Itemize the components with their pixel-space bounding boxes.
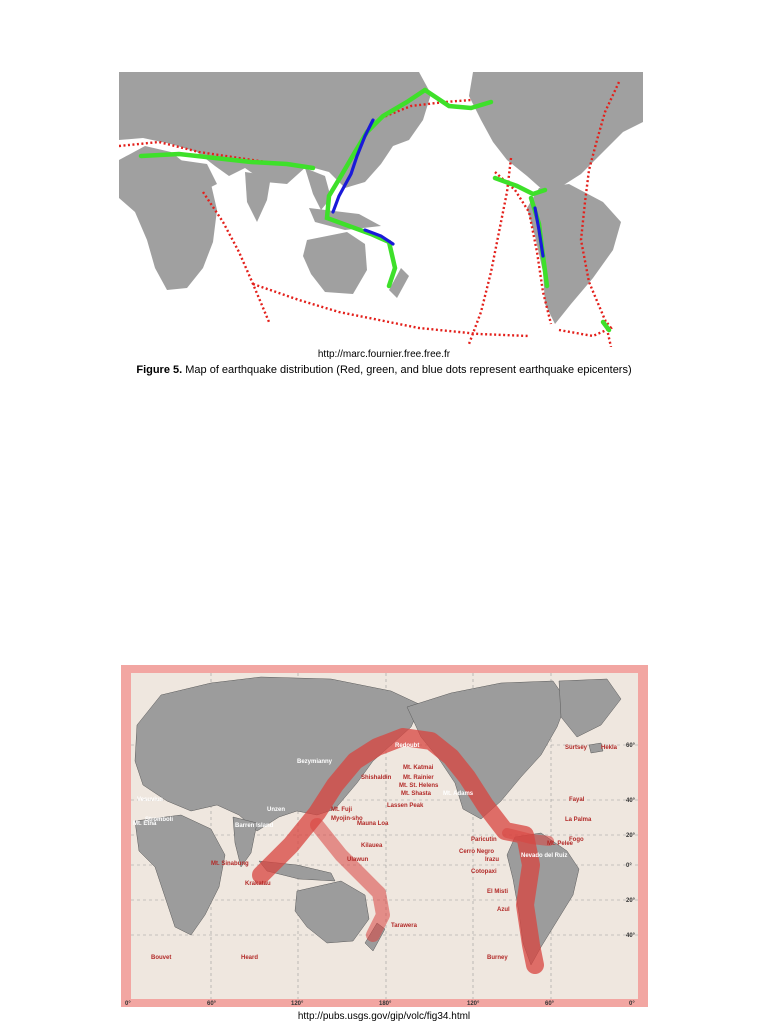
- volcano-label: Mt. Etna: [133, 821, 157, 827]
- lat-tick: 20°: [626, 833, 636, 839]
- lat-tick: 0°: [626, 863, 632, 869]
- figure5-source-url: http://marc.fournier.free.free.fr: [317, 349, 451, 360]
- volcano-label: Cotopaxi: [471, 869, 497, 875]
- volcano-label: Lassen Peak: [387, 803, 424, 809]
- lat-tick: 20°: [626, 898, 636, 904]
- figure5-caption-text: Map of earthquake distribution (Red, green, and blue dots represent earthquake epicenters): [185, 364, 632, 376]
- volcano-label: Unzen: [267, 807, 285, 813]
- volcano-label: Mt. Sinabung: [211, 861, 249, 867]
- volcano-label: Shishaldin: [361, 775, 392, 781]
- lon-tick: 180°: [379, 1001, 392, 1007]
- lon-tick: 120°: [467, 1001, 480, 1007]
- figure5-label: Figure 5.: [136, 364, 183, 376]
- volcano-label: Mt. Adams: [443, 791, 474, 797]
- lat-tick: 60°: [626, 743, 636, 749]
- lon-tick: 60°: [207, 1001, 217, 1007]
- volcano-label: Stromboli: [145, 817, 173, 823]
- volcano-label: Mt. Katmai: [403, 765, 434, 771]
- lon-tick: 120°: [291, 1001, 304, 1007]
- lat-tick: 40°: [626, 798, 636, 804]
- volcano-label: La Palma: [565, 817, 592, 823]
- volcano-label: Mt. St. Helens: [399, 783, 439, 789]
- volcano-label: Hekla: [601, 745, 618, 751]
- volcano-label: Mt. Rainier: [403, 775, 434, 781]
- volcano-label: Myojin-sho: [331, 816, 363, 822]
- volcano-label: Kilauea: [361, 843, 383, 849]
- volcano-map-source-url: http://pubs.usgs.gov/gip/volc/fig34.html: [297, 1011, 471, 1022]
- volcano-label: Redoubt: [395, 743, 420, 749]
- volcano-label: Mt. Pelee: [547, 841, 574, 847]
- volcano-label: Mauna Loa: [357, 821, 389, 827]
- volcano-label: Heard: [241, 955, 259, 961]
- volcano-label: Bouvet: [151, 955, 172, 961]
- lon-tick: 0°: [125, 1001, 131, 1007]
- volcano-ring-of-fire-map: [121, 665, 648, 1007]
- volcano-label: Barren Island: [235, 823, 274, 829]
- lon-tick: 60°: [545, 1001, 555, 1007]
- volcano-label: Paricutin: [471, 837, 497, 843]
- volcano-label: Fogo: [569, 837, 584, 843]
- volcano-label: Nevado del Ruiz: [521, 853, 568, 859]
- volcano-label: Vesuvius: [137, 797, 164, 803]
- figure5-caption: [124, 363, 644, 377]
- volcano-label: Fayal: [569, 797, 585, 803]
- volcano-label: Cerro Negro: [459, 849, 495, 855]
- volcano-label: Azul: [497, 907, 510, 913]
- volcano-label: Mt. Fuji: [331, 807, 352, 813]
- volcano-label: Burney: [487, 955, 508, 961]
- volcano-label: Irazu: [485, 857, 500, 863]
- volcano-label: El Misti: [487, 889, 509, 895]
- volcano-label: Ulawun: [347, 857, 369, 863]
- volcano-label: Krakatau: [245, 881, 271, 887]
- volcano-label: Bezymianny: [297, 759, 333, 765]
- earthquake-distribution-map: [119, 72, 643, 347]
- volcano-label: Tarawera: [391, 923, 417, 929]
- volcano-label: Surtsey: [565, 745, 588, 751]
- lat-tick: 40°: [626, 933, 636, 939]
- lon-tick: 0°: [629, 1001, 635, 1007]
- volcano-label: Mt. Shasta: [401, 791, 432, 797]
